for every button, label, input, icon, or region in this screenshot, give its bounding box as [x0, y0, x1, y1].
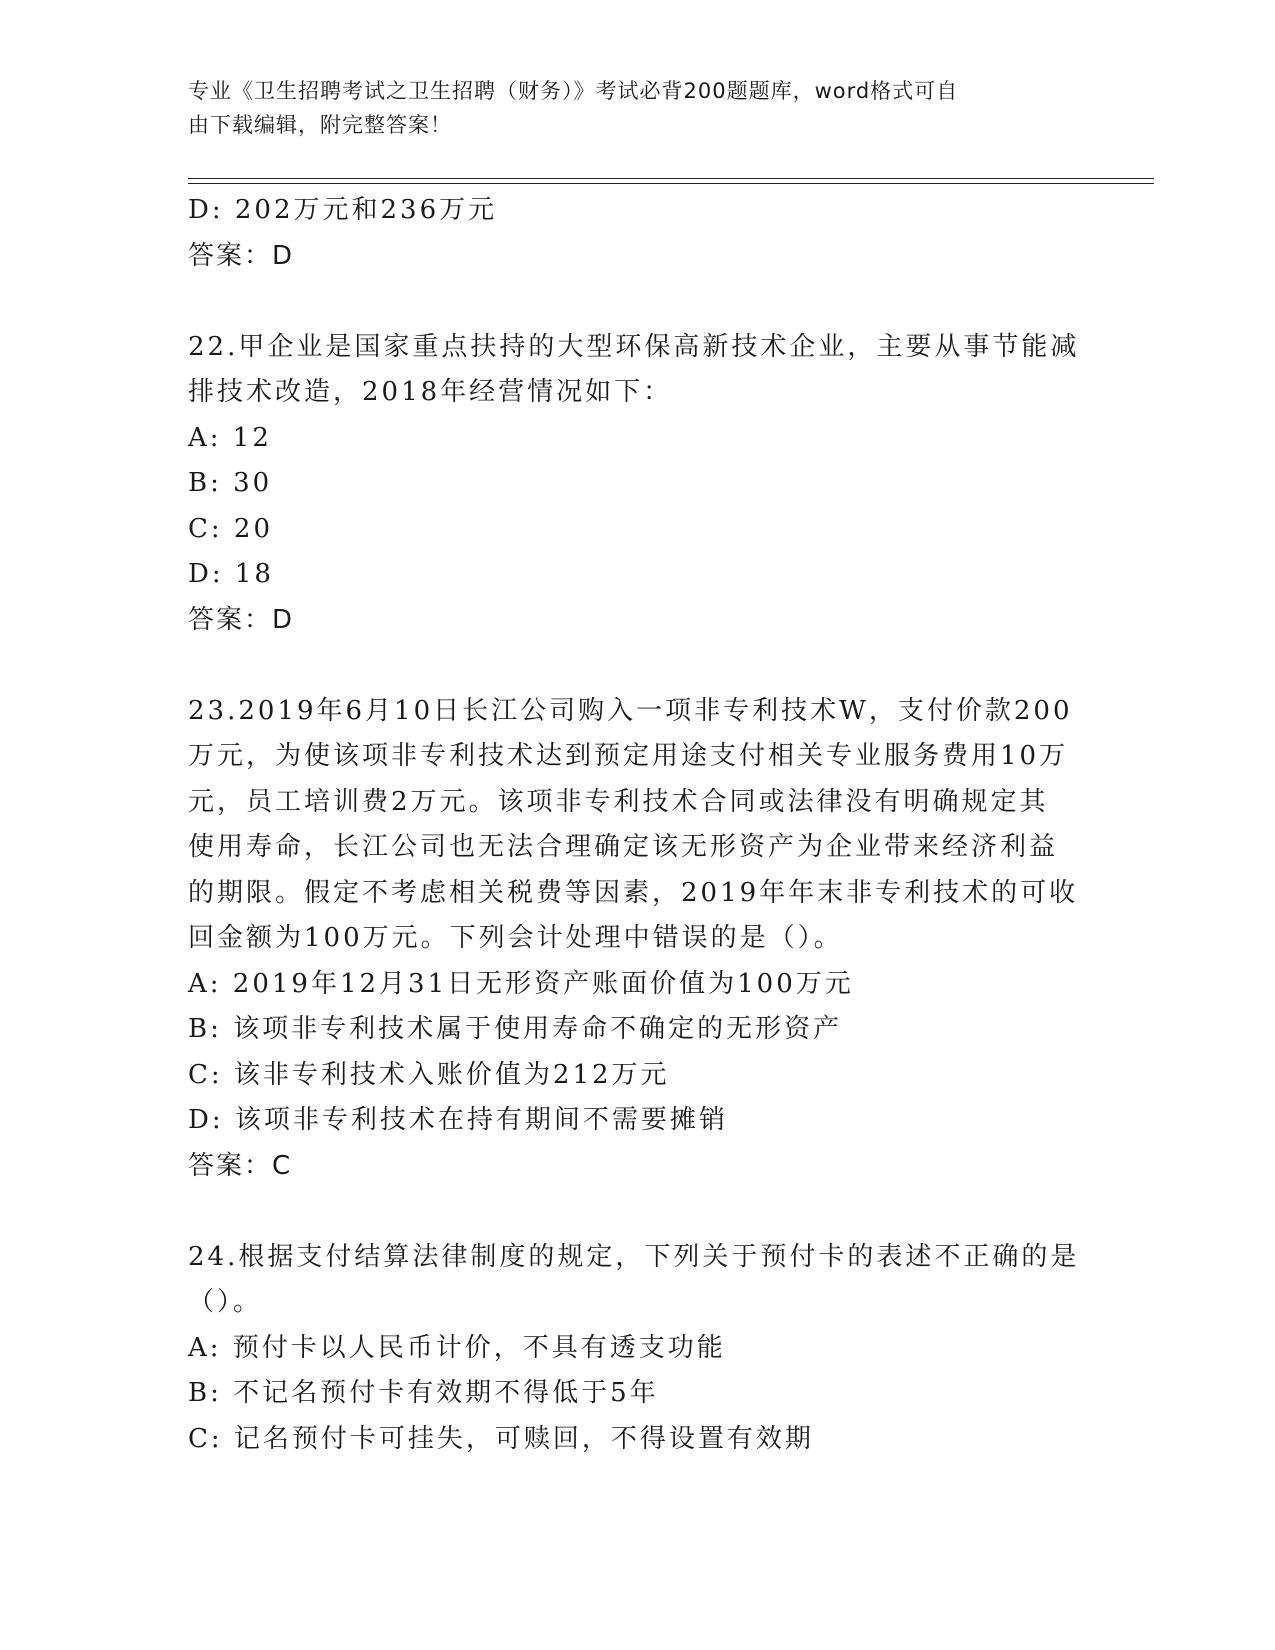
spacer — [188, 643, 1088, 689]
q23-stem-line-2: 万元，为使该项非专利技术达到预定用途支付相关专业服务费用10万 — [188, 741, 1069, 771]
q23-stem-line-6: 回金额为100万元。下列会计处理中错误的是（）。 — [188, 923, 843, 953]
q23-stem — [188, 689, 1079, 962]
q24-stem-line-2: （）。 — [188, 1287, 263, 1317]
q22-answer: 答案：D — [188, 604, 295, 635]
q23-option-a: A: 2019年12月31日无形资产账面价值为100万元 — [188, 968, 854, 999]
q22-option-c: C: 20 — [188, 513, 274, 544]
spacer — [188, 279, 1088, 325]
q22-stem-line-1: 22.甲企业是国家重点扶持的大型环保高新技术企业，主要从事节能减 — [188, 331, 1080, 362]
header-rule-top — [188, 178, 1154, 179]
q23-stem-line-3: 元，员工培训费2万元。该项非专利技术合同或法律没有明确规定其 — [188, 786, 1049, 817]
page-header — [188, 74, 1068, 142]
q23-option-b: B: 该项非专利技术属于使用寿命不确定的无形资产 — [188, 1014, 843, 1044]
q23-option-c: C: 该非专利技术入账价值为212万元 — [188, 1059, 670, 1090]
q23-answer: 答案：C — [188, 1150, 293, 1181]
q23-stem-line-5: 的期限。假定不考虑相关税费等因素，2019年年末非专利技术的可收 — [188, 877, 1079, 908]
spacer — [188, 1189, 1088, 1235]
q21-option-d: D: 202万元和236万元 — [188, 195, 498, 225]
q22-stem — [188, 325, 1080, 416]
q22-option-a: A: 12 — [188, 422, 272, 453]
question-content — [188, 188, 1088, 1462]
header-line-1: 专业《卫生招聘考试之卫生招聘（财务）》考试必背200题题库，word格式可自 — [188, 79, 959, 103]
q23-stem-line-4: 使用寿命，长江公司也无法合理确定该无形资产为企业带来经济利益 — [188, 832, 1059, 862]
q24-stem — [188, 1235, 1080, 1326]
q24-option-c: C: 记名预付卡可挂失，可赎回，不得设置有效期 — [188, 1423, 814, 1454]
header-rule-bottom — [188, 183, 1154, 184]
q22-option-d: D: 18 — [188, 559, 274, 589]
q22-option-b: B: 30 — [188, 468, 273, 498]
q22-stem-line-2: 排技术改造，2018年经营情况如下： — [188, 377, 673, 407]
header-line-2: 由下载编辑，附完整答案！ — [188, 113, 452, 137]
q24-stem-line-1: 24.根据支付结算法律制度的规定，下列关于预付卡的表述不正确的是 — [188, 1241, 1080, 1272]
q23-stem-line-1: 23.2019年6月10日长江公司购入一项非专利技术W，支付价款200 — [188, 695, 1073, 726]
q24-option-b: B: 不记名预付卡有效期不得低于5年 — [188, 1378, 659, 1408]
q21-answer: 答案：D — [188, 240, 295, 271]
q23-option-d: D: 该项非专利技术在持有期间不需要摊销 — [188, 1105, 728, 1135]
q24-option-a: A: 预付卡以人民币计价，不具有透支功能 — [188, 1332, 726, 1363]
